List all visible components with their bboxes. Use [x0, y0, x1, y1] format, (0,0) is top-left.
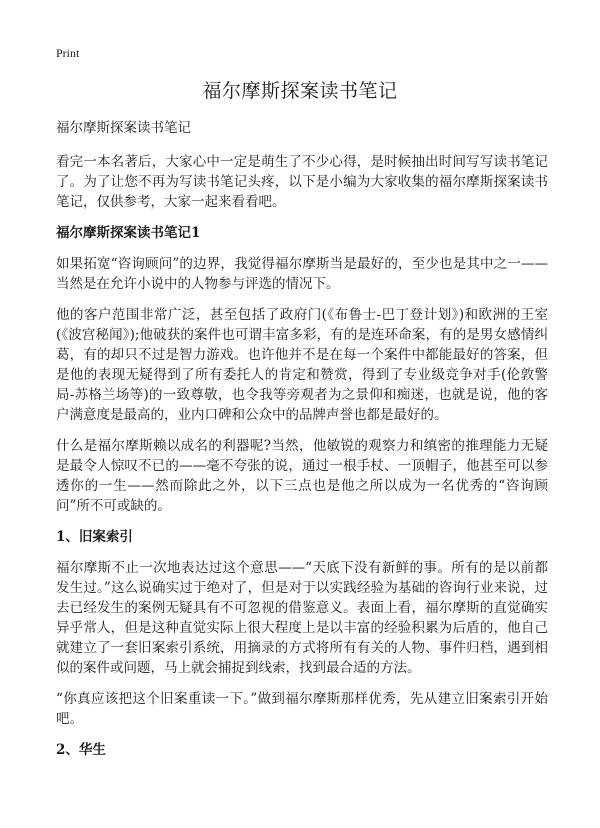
- heading-old-case-index: 1、旧案索引: [56, 529, 133, 545]
- paragraph-4: 福尔摩斯不止一次地表达过这个意思——“天底下没有新鲜的事。所有的是以前都发生过。”这么说确实过于绝对了，但是对于以实践经验为基础的咨询行业来说，过去已经发生的案例无疑具有不可忽视的借鉴意义。表面上看，福尔摩斯的直觉确实异乎常人，但是这种直觉实际上很大程度上是以丰富的经验积累为后盾的，他自己就建立了一套旧案索引系统，用摘录的方式将所有有关的人物、事件归档，遇到相似的案件或问题，马上就会捕捉到线索，找到最合适的方法。: [56, 560, 548, 676]
- paragraph-1: 如果拓宽“咨询顾问”的边界，我觉得福尔摩斯当是最好的，至少也是其中之一——当然是在允许小说中的人物参与评选的情况下。: [56, 256, 548, 292]
- section-heading-notes-1: 福尔摩斯探案读书笔记1: [56, 225, 201, 241]
- article-body: [56, 118, 548, 771]
- print-link[interactable]: Print: [56, 46, 80, 60]
- paragraph-2: 他的客户范围非常广泛，甚至包括了政府门(《布鲁士-巴丁登计划》)和欧洲的王室(《波宫秘闻》);他破获的案件也可谓丰富多彩，有的是连环命案，有的是男女感情纠葛，有的却只不过是智力游戏。也许他并不是在每一个案件中都能最好的答案，但是他的表现无疑得到了所有委托人的肯定和赞赏，得到了专业级竞争对手(伦敦警局-苏格兰场等)的一致尊敬，也令我等旁观者为之景仰和痴迷，也就是说，他的客户满意度是最高的，业内口碑和公众中的品牌声誉也都是最好的。: [56, 307, 548, 423]
- intro-paragraph: 看完一本名著后，大家心中一定是萌生了不少心得，是时候抽出时间写写读书笔记了。为了让您不再为写读书笔记头疼，以下是小编为大家收集的福尔摩斯探案读书笔记，仅供参考，大家一起来看看吧。: [56, 154, 548, 210]
- page-title: 福尔摩斯探案读书笔记: [202, 80, 398, 102]
- heading-watson: 2、华生: [56, 742, 106, 758]
- paragraph-3: 什么是福尔摩斯赖以成名的利器呢?当然，他敏锐的观察力和缜密的推理能力无疑是最令人惊叹不已的——毫不夸张的说，通过一根手杖、一顶帽子，他甚至可以参透你的一生——然而除此之外，以下三点也是他之所以成为一名优秀的“咨询顾问”所不可或缺的。: [56, 438, 548, 514]
- article-subtitle: 福尔摩斯探案读书笔记: [56, 120, 191, 136]
- paragraph-5: “你真应该把这个旧案重读一下。”做到福尔摩斯那样优秀，先从建立旧案索引开始吧。: [56, 691, 548, 727]
